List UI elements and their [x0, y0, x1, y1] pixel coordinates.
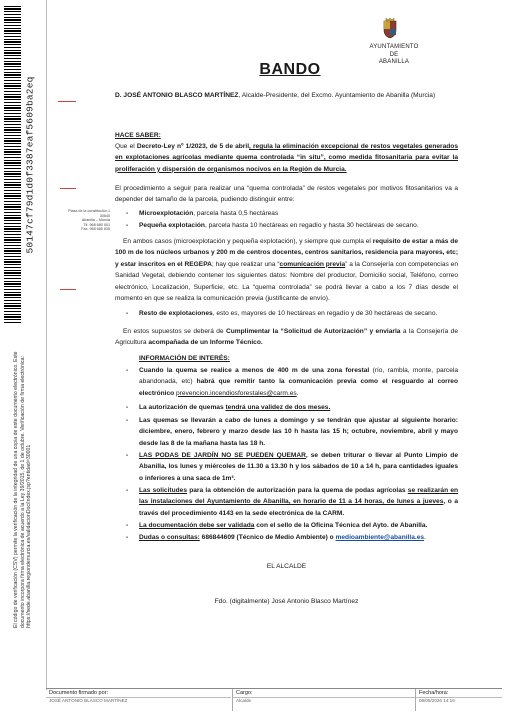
signature-line: Fdo. (digitalmente) José Antonio Blasco Martínez: [214, 598, 359, 605]
signature-footer: [46, 688, 502, 711]
footer-signed-by: Documento firmado por: JOSÉ ANTONIO BLASCO MARTÍNEZ: [46, 689, 231, 711]
info-heading: INFORMACIÓN DE INTERÉS:: [139, 355, 230, 362]
org-name: AYUNTAMIENTO DE ABANILLA: [369, 44, 419, 65]
coat-of-arms-icon: [381, 17, 399, 39]
decreto-paragraph: Que el Decreto-Ley nº 1/2023, de 5 de abril, regula la eliminación excepcional de restos vegetales generados en explotaciones agrícolas mediante quema controlada “in situ”, como medida fitosanitaria para evitar la proliferación y dispersión de organismos nocivos en la Región de Murcia.: [115, 143, 458, 173]
procedimiento-paragraph: El procedimiento a seguir para realizar una “quema controlada” de restos vegetales por motivos fitosanitarios va a depender del tamaño de la parcela, pudiendo distinguir entre:: [115, 185, 458, 204]
supuestos-paragraph: En estos supuestos se deberá de Cumplimentar la “Solicitud de Autorización” y enviarla a la Consejería de Agricultura acompañada de un Informe Técnico.: [115, 328, 458, 347]
contact-address: Plaza de la constitución,1 30640 Abanilla – Murcia Tlf. 968 680 001 Fax. 968 680 635: [68, 209, 110, 232]
margin-mark: [60, 289, 76, 290]
document-title: BANDO: [259, 61, 321, 78]
verification-barcode: [4, 6, 21, 324]
list-item: - Las solicitudes para la obtención de autorización para la quema de podas agrícolas se realizarán en las instalaciones del Ayuntamiento de Abanilla, en horario de 11 a 14 horas, de lunes a jueves, o a través del procedimiento 4143 en la sede electrónica de la CARM.: [126, 487, 459, 517]
list-item: - LAS PODAS DE JARDÍN NO SE PUEDEN QUEMAR, se deben triturar o llevar al Punto Limpio de Abanilla, los lunes y miércoles de 11.30 a 13.30 h y los sábados de 10 a 14 h, para cantidades iguales o inferiores a una saca de 1m³.: [126, 452, 458, 482]
csv-legal-note: El código de verificación (CSV) permite la verificación de la integridad de una copia de este documento electrónico. Este documento incorpora firma electrónica de acuerdo a la Ley 39/2015, de 1 de octubre. Verificación de firma electrónica: https://sede.abanilla.regiondemurcia.es/validacionDoc/index.jsp?entidad=30001: [13, 351, 33, 628]
list-item: - Microexplotación, parcela hasta 0,5 hectáreas: [126, 210, 279, 217]
list-item: - Pequeña explotación, parcela hasta 10 hectáreas en regadío y hasta 30 hectáreas de secano.: [126, 222, 419, 229]
list-item: - Las quemas se llevarán a cabo de lunes a domingo y se tendrán que ajustar al siguiente horario: diciembre, enero, febrero y marzo desde las 10 h hasta las 15 h; octubre, noviembre, abril y mayo desde las 8 de la mañana hasta las 18 h.: [126, 417, 458, 447]
list-item: - La documentación debe ser validada con el sello de la Oficina Técnica del Ayto. de Abanilla.: [126, 522, 428, 529]
list-item: - Cuando la quema se realice a menos de 400 m de una zona forestal (río, rambla, monte, parcela abandonada, etc) habrá que remitir tanto la comunicación previa como el resguardo al correo electrónico prevencion.incendiosforestales@carm.es.: [126, 367, 458, 397]
footer-fecha: Fecha/hora: 08/05/2026 14:16: [416, 689, 502, 711]
margin-mark: [58, 101, 76, 102]
hace-saber-heading: HACE SABER:: [115, 132, 161, 139]
email-link[interactable]: prevencion.incendiosforestales@carm.es: [176, 389, 297, 397]
list-item: - Dudas o consultas: 686844609 (Técnico de Medio Ambiente) o medioambiente@abanilla.es.: [126, 534, 426, 541]
footer-cargo: Cargo: Alcalde: [233, 689, 415, 711]
list-item: - La autorización de quemas tendrá una validez de dos meses.: [126, 404, 331, 411]
list-item: - Resto de explotaciones, esto es, mayores de 10 hectáreas en regadío y de 30 hectáreas de secano.: [126, 310, 438, 317]
el-alcalde-label: EL ALCALDE: [266, 563, 307, 570]
email-link[interactable]: medioambiente@abanilla.es: [335, 534, 425, 541]
margin-mark: [60, 188, 76, 189]
csv-code: 50147cf79d1d0f3387eaf5609ba2eq: [24, 76, 36, 254]
margin-divider: [46, 0, 47, 690]
casos-paragraph: En ambos casos (microexplotación y pequeña explotación), y siempre que cumpla el requisito de estar a más de 100 m de los núcleos urbanos y 200 m de centros docentes, centros sanitarios, residencia para mayores, etc; y estar inscritos en el REGEPA; hay que realizar una “comunicación previa” a la Consejería con competencias en Sanidad Vegetal, debiendo contener los siguientes datos: Nombre del productor, Domicilio social, Teléfono, correo electrónico, Localización, Superficie, etc. La “quema controlada” se podrá llevar a cabo a los 7 días desde el momento en que se realiza la comunicación previa (justificante de envío).: [115, 238, 459, 303]
intro-paragraph: D. JOSÉ ANTONIO BLASCO MARTÍNEZ, Alcalde-Presidente, del Excmo. Ayuntamiento de Abanilla (Murcia): [115, 92, 436, 99]
